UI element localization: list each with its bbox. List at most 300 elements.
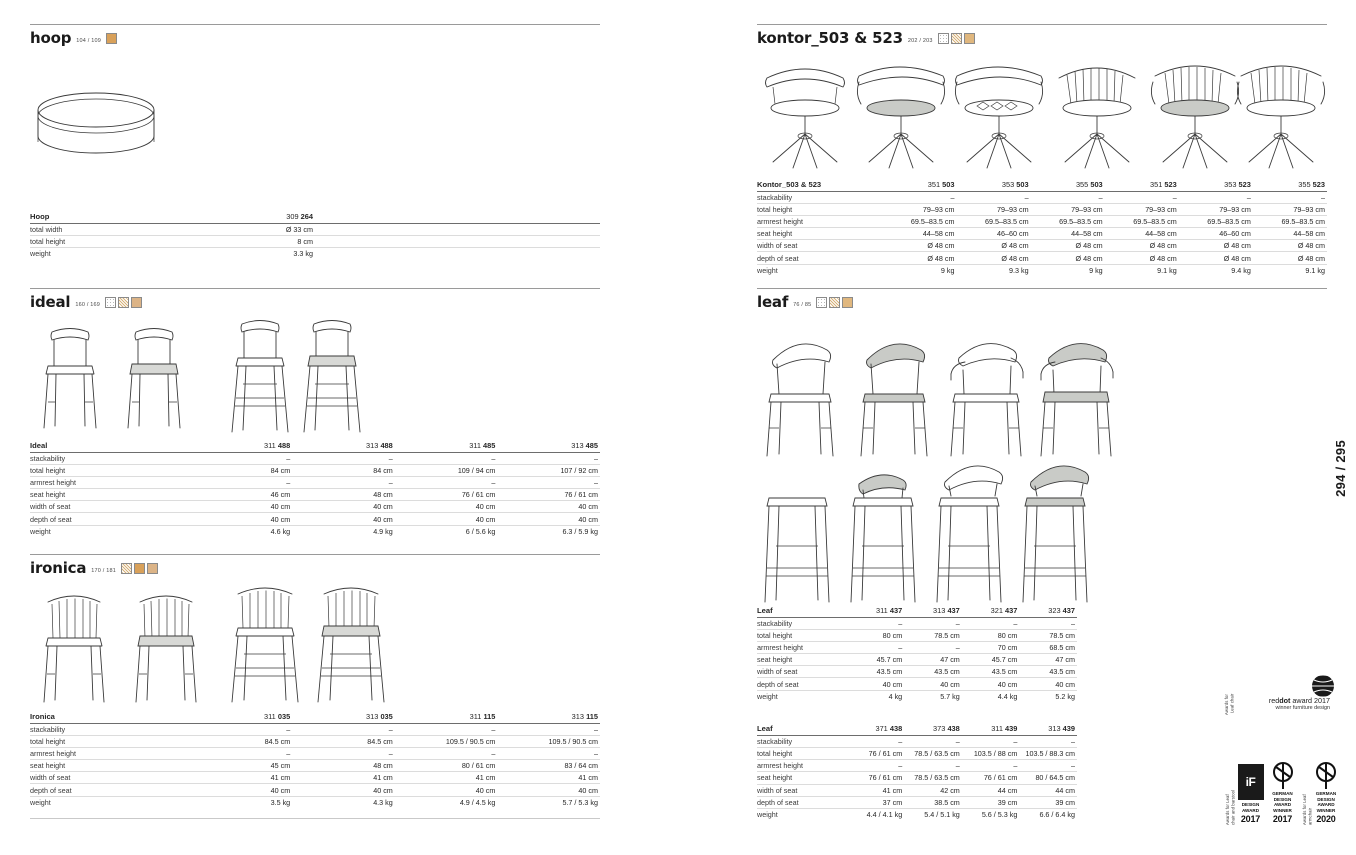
row-value: 38.5 cm [904, 796, 962, 808]
row-value: 78.5 cm [1019, 629, 1077, 641]
row-value: Ø 48 cm [882, 240, 956, 252]
row-value: – [1019, 735, 1077, 747]
ironica-chair-2-drawing [130, 586, 206, 708]
row-value: – [497, 747, 600, 759]
row-value: 40 cm [962, 678, 1020, 690]
row-value: 5.6 / 5.3 kg [981, 810, 1018, 820]
row-value: – [395, 452, 498, 464]
reddot-title-red: red [1268, 696, 1280, 705]
row-label: seat height [30, 489, 190, 501]
row-value: 83 / 64 cm [497, 760, 600, 772]
row-label: weight [757, 810, 778, 820]
reddot-title [1269, 696, 1330, 705]
row-value: 40 cm [1019, 678, 1077, 690]
swatch-hatch-icon [951, 33, 962, 44]
row-value: – [292, 723, 395, 735]
row-label: armrest height [30, 747, 190, 759]
row-value: 4 kg [888, 691, 903, 701]
row-value: – [497, 723, 600, 735]
table-row [30, 501, 600, 513]
row-value: – [1105, 191, 1179, 203]
row-label: weight [30, 526, 51, 536]
row-value: 78.5 / 63.5 cm [904, 772, 962, 784]
product-block-kontor [757, 24, 1327, 276]
row-value: 69.5–83.5 cm [956, 215, 1030, 227]
row-value: 41 cm [190, 772, 293, 784]
if-line2: AWARD [1241, 808, 1260, 814]
col-label: Ideal [30, 439, 190, 452]
ironica-barstool-2-drawing [314, 580, 392, 706]
row-value: 4.6 kg [270, 526, 291, 536]
row-value: – [847, 760, 905, 772]
row-value: 4.4 / 4.1 kg [866, 810, 903, 820]
row-value: 76 / 61 cm [847, 748, 905, 760]
col-model: 313 488 [292, 439, 395, 452]
row-label: total width [30, 223, 201, 235]
row-value: – [847, 617, 905, 629]
row-value: – [882, 191, 956, 203]
row-value: 40 cm [395, 784, 498, 796]
product-pages: 202 / 203 [907, 38, 933, 44]
row-value: 39 cm [1019, 796, 1077, 808]
swatch-solid-icon [842, 297, 853, 308]
table-row [757, 784, 1077, 796]
row-value: Ø 48 cm [1031, 240, 1105, 252]
row-value: 40 cm [190, 784, 293, 796]
row-value: 48 cm [292, 489, 395, 501]
gda2020-line1: GERMAN [1315, 790, 1337, 796]
spec-table-ironica [30, 710, 600, 808]
row-value: – [1179, 191, 1253, 203]
swatch-group [938, 33, 975, 44]
spec-table-hoop [30, 210, 600, 260]
row-value: – [190, 452, 293, 464]
row-value: 39 cm [962, 796, 1020, 808]
row-label: depth of seat [757, 252, 882, 264]
row-value: Ø 48 cm [1105, 252, 1179, 264]
row-value: 45 cm [190, 760, 293, 772]
row-value: 3.3 kg [293, 249, 313, 259]
table-header-row [30, 439, 600, 452]
reddot-title-dot: dot [1279, 696, 1291, 705]
row-label: depth of seat [30, 784, 190, 796]
gda2017-line4: WINNER [1273, 808, 1292, 814]
spec-table-ideal [30, 439, 600, 537]
table-header-row [757, 722, 1077, 735]
row-value: 37 cm [847, 796, 905, 808]
table-row [757, 796, 1077, 808]
col-model: 351 503 [882, 178, 956, 191]
row-value: 42 cm [904, 784, 962, 796]
row-value: 47 cm [904, 654, 962, 666]
row-value: 9.4 kg [1231, 265, 1251, 275]
row-value: – [962, 735, 1020, 747]
col-model: 373 438 [904, 722, 962, 735]
swatch-dot-icon [816, 297, 827, 308]
col-model: 351 523 [1105, 178, 1179, 191]
if-year: 2017 [1240, 813, 1261, 824]
row-value: – [292, 452, 395, 464]
table-row [757, 203, 1327, 215]
row-value: 79–93 cm [1253, 203, 1327, 215]
row-value: 68.5 cm [1019, 641, 1077, 653]
row-value: 40 cm [497, 501, 600, 513]
row-value: 4.4 kg [997, 691, 1018, 701]
row-value: 70 cm [962, 641, 1020, 653]
table-row [757, 264, 1327, 276]
row-value: 69.5–83.5 cm [882, 215, 956, 227]
product-header-hoop [30, 25, 600, 50]
row-label: armrest height [757, 760, 847, 772]
table-row [757, 654, 1077, 666]
left-column [30, 0, 600, 855]
row-label: seat height [757, 654, 847, 666]
row-value: 79–93 cm [882, 203, 956, 215]
row-value: Ø 48 cm [882, 252, 956, 264]
col-label: Leaf [757, 604, 847, 617]
row-value: 79–93 cm [1105, 203, 1179, 215]
row-value: Ø 48 cm [1105, 240, 1179, 252]
row-value: 107 / 92 cm [497, 464, 600, 476]
row-label: total height [30, 464, 190, 476]
row-value: 5.7 / 5.3 kg [562, 797, 598, 807]
gda2017-line1: GERMAN [1272, 790, 1293, 796]
product-title: hoop [30, 29, 72, 47]
row-value: 45.7 cm [847, 654, 905, 666]
row-value: – [904, 735, 962, 747]
product-header-kontor [757, 25, 1327, 50]
table-row [30, 772, 600, 784]
table-row [757, 215, 1327, 227]
row-value: 40 cm [497, 784, 600, 796]
row-value: 76 / 61 cm [962, 772, 1020, 784]
row-value: 5.4 / 5.1 kg [924, 810, 960, 820]
row-label: total height [757, 203, 882, 215]
reddot-caption: Awards for Leaf chair [1223, 694, 1234, 715]
table-row [30, 760, 600, 772]
row-value: Ø 48 cm [1031, 252, 1105, 264]
row-value: – [190, 747, 293, 759]
ironica-chair-1-drawing [38, 586, 114, 708]
row-value: 46 cm [190, 489, 293, 501]
row-value: – [1253, 191, 1327, 203]
row-value: – [1019, 617, 1077, 629]
swatch-hatch-icon [829, 297, 840, 308]
row-value: 4.3 kg [373, 797, 393, 807]
row-value: – [395, 476, 498, 488]
row-value: 44–58 cm [882, 228, 956, 240]
hoop-drawing [34, 70, 174, 190]
row-label: armrest height [757, 641, 847, 653]
row-value: 40 cm [190, 501, 293, 513]
product-block-ideal [30, 288, 600, 537]
table-row [30, 513, 600, 525]
table-row [30, 247, 600, 259]
col-model: 311 488 [190, 439, 293, 452]
swatch-group [106, 33, 117, 44]
gda2017-line2: DESIGN [1273, 796, 1292, 802]
german-design-award-2020-badge [1302, 760, 1339, 825]
row-value: 3.5 kg [270, 797, 291, 807]
row-value: – [395, 723, 498, 735]
table-row [30, 735, 600, 747]
row-value: 5.7 kg [940, 691, 960, 701]
gda2020-caption: Awards for Leaf armchair [1301, 794, 1312, 825]
row-value: 6.3 / 5.9 kg [562, 526, 598, 536]
table-row [757, 808, 1077, 820]
row-value: – [292, 476, 395, 488]
row-value: 45.7 cm [962, 654, 1020, 666]
row-value: – [956, 191, 1030, 203]
col-model: 313 437 [904, 604, 962, 617]
row-value: 44 cm [1019, 784, 1077, 796]
col-model: 311 437 [847, 604, 905, 617]
swatch-dot-icon [105, 297, 116, 308]
col-model: 311 439 [962, 722, 1020, 735]
swatch-solid-icon [964, 33, 975, 44]
row-value: 40 cm [497, 513, 600, 525]
row-value: 69.5–83.5 cm [1179, 215, 1253, 227]
product-drawings-hoop [30, 50, 600, 210]
row-label: total height [30, 235, 201, 247]
col-model: 311 035 [190, 710, 293, 723]
row-label: seat height [757, 228, 882, 240]
row-value: 40 cm [395, 513, 498, 525]
row-value: – [395, 747, 498, 759]
gda2017-year: 2017 [1272, 813, 1293, 824]
row-value: 76 / 61 cm [497, 489, 600, 501]
table-row [757, 772, 1077, 784]
row-label: weight [757, 265, 778, 275]
row-value: – [190, 476, 293, 488]
product-drawings-ironica [30, 580, 600, 710]
product-pages: 104 / 109 [76, 38, 101, 44]
row-value: 69.5–83.5 cm [1031, 215, 1105, 227]
col-label: Leaf [757, 722, 847, 735]
ideal-chair-1-drawing [36, 318, 106, 436]
table-row [30, 784, 600, 796]
gda2020-line2: DESIGN [1317, 796, 1335, 802]
row-value: 44–58 cm [1253, 228, 1327, 240]
row-label: seat height [30, 760, 190, 772]
row-value: Ø 48 cm [1253, 240, 1327, 252]
gda2020-line4: WINNER [1316, 808, 1336, 814]
col-model: 313 485 [497, 439, 600, 452]
table-header-row [30, 210, 600, 223]
row-value: 109.5 / 90.5 cm [497, 735, 600, 747]
row-value: 6 / 5.6 kg [465, 526, 496, 536]
col-label: Kontor_503 & 523 [757, 178, 882, 191]
row-value: 5.2 kg [1055, 691, 1075, 701]
row-value: 44–58 cm [1105, 228, 1179, 240]
swatch-tan-icon [131, 297, 142, 308]
if-mark-icon [1238, 764, 1264, 800]
spec-table-leaf-2 [757, 722, 1077, 820]
table-row [30, 476, 600, 488]
product-pages: 160 / 169 [75, 302, 101, 308]
row-value: – [904, 641, 962, 653]
row-value: 40 cm [395, 501, 498, 513]
row-value: 84.5 cm [190, 735, 293, 747]
row-value: Ø 48 cm [1179, 252, 1253, 264]
if-line1: DESIGN [1241, 802, 1260, 808]
col-model: 323 437 [1019, 604, 1077, 617]
bottom-divider [30, 818, 600, 819]
if-mark-text: iF [1245, 775, 1256, 790]
table-row [757, 735, 1077, 747]
col-model: 321 437 [962, 604, 1020, 617]
gda2020-line3: AWARD [1317, 802, 1335, 808]
row-label: width of seat [757, 666, 847, 678]
row-value: 41 cm [847, 784, 905, 796]
swatch-solid-icon [134, 563, 145, 574]
row-value: 76 / 61 cm [395, 489, 498, 501]
col-label: Ironica [30, 710, 190, 723]
spec-table-leaf-1 [757, 604, 1077, 702]
row-label: total height [757, 629, 847, 641]
row-value: 43.5 cm [1019, 666, 1077, 678]
row-value: 40 cm [190, 513, 293, 525]
row-value: – [1019, 760, 1077, 772]
row-value: Ø 48 cm [956, 240, 1030, 252]
row-value: 44–58 cm [1031, 228, 1105, 240]
row-value: 41 cm [395, 772, 498, 784]
row-value: 8 cm [201, 235, 315, 247]
row-value: – [962, 617, 1020, 629]
row-value: 9 kg [1089, 265, 1103, 275]
table-row [30, 747, 600, 759]
col-model: 371 438 [847, 722, 905, 735]
row-value: 40 cm [904, 678, 962, 690]
row-value: 109.5 / 90.5 cm [395, 735, 498, 747]
reddot-title-rest: award 2017 [1290, 696, 1330, 705]
col-model: 353 503 [956, 178, 1030, 191]
row-value: – [497, 452, 600, 464]
product-header-ironica [30, 555, 600, 580]
table-row [30, 223, 600, 235]
table-row [757, 240, 1327, 252]
col-model: 311 115 [395, 710, 498, 723]
row-label: weight [757, 691, 778, 701]
table-row [757, 678, 1077, 690]
row-value: 80 / 64.5 cm [1019, 772, 1077, 784]
row-label: stackability [30, 452, 190, 464]
product-title: kontor_503 & 523 [757, 29, 903, 47]
row-label: seat height [757, 772, 847, 784]
row-value: 78.5 cm [904, 629, 962, 641]
row-label: total height [757, 748, 847, 760]
row-value: – [962, 760, 1020, 772]
row-label: armrest height [757, 215, 882, 227]
gda2020-year: 2020 [1316, 813, 1336, 824]
table-row [30, 489, 600, 501]
table-row [757, 252, 1327, 264]
swatch-group [121, 563, 158, 574]
swatch-solid-icon [106, 33, 117, 44]
col-empty [315, 210, 600, 223]
product-title: leaf [757, 293, 789, 311]
product-drawings-kontor [757, 50, 1327, 178]
col-model: 353 523 [1179, 178, 1253, 191]
row-value: 46–60 cm [1179, 228, 1253, 240]
col-model: 313 115 [497, 710, 600, 723]
row-label: width of seat [30, 501, 190, 513]
row-value: 103.5 / 88.3 cm [1019, 748, 1077, 760]
row-label: armrest height [30, 476, 190, 488]
row-value: 47 cm [1019, 654, 1077, 666]
row-value: 43.5 cm [847, 666, 905, 678]
german-design-award-2017-badge [1271, 760, 1295, 825]
col-model: 311 485 [395, 439, 498, 452]
product-block-ironica [30, 554, 600, 819]
col-model: 355 503 [1031, 178, 1105, 191]
row-value: 69.5–83.5 cm [1105, 215, 1179, 227]
col-model: 309 264 [201, 210, 315, 223]
row-label: width of seat [30, 772, 190, 784]
reddot-subtitle: winner furniture design [1275, 705, 1330, 711]
col-model: 355 523 [1253, 178, 1327, 191]
row-value: 41 cm [292, 772, 395, 784]
row-value: 46–60 cm [956, 228, 1030, 240]
ideal-barstool-2-drawing [298, 314, 370, 436]
row-value: 76 / 61 cm [847, 772, 905, 784]
ideal-barstool-1-drawing [226, 314, 298, 436]
table-row [30, 452, 600, 464]
table-row [757, 666, 1077, 678]
col-model: 313 439 [1019, 722, 1077, 735]
row-value: 78.5 / 63.5 cm [904, 748, 962, 760]
german-design-award-icon [1314, 760, 1338, 790]
row-value: 48 cm [292, 760, 395, 772]
row-label: stackability [757, 735, 847, 747]
leaf-drawings [757, 316, 1117, 606]
row-value: 4.9 kg [373, 526, 393, 536]
product-drawings-leaf [757, 314, 1327, 604]
row-value: Ø 48 cm [956, 252, 1030, 264]
if-award-badge [1225, 764, 1264, 825]
ironica-barstool-1-drawing [228, 580, 306, 706]
table-row [30, 796, 600, 808]
row-label: width of seat [757, 784, 847, 796]
page-number: 294 / 295 [1333, 440, 1348, 497]
row-value: 40 cm [292, 501, 395, 513]
row-label: stackability [757, 191, 882, 203]
row-value: – [847, 641, 905, 653]
row-label: depth of seat [757, 678, 847, 690]
row-value: 40 cm [292, 784, 395, 796]
ideal-chair-2-drawing [120, 318, 190, 436]
product-pages: 76 / 85 [793, 302, 812, 308]
product-header-leaf [757, 289, 1327, 314]
row-value: Ø 33 cm [201, 223, 315, 235]
row-value: – [497, 476, 600, 488]
award-badge-row [1225, 760, 1338, 825]
row-value: 69.5–83.5 cm [1253, 215, 1327, 227]
table-row [757, 191, 1327, 203]
row-value: 80 cm [962, 629, 1020, 641]
swatch-hatch-icon [121, 563, 132, 574]
row-label: stackability [757, 617, 847, 629]
row-value: Ø 48 cm [1253, 252, 1327, 264]
row-value: 43.5 cm [962, 666, 1020, 678]
row-value: 84.5 cm [292, 735, 395, 747]
row-label: stackability [30, 723, 190, 735]
col-model: 313 035 [292, 710, 395, 723]
table-row [30, 235, 600, 247]
row-value: 9.3 kg [1008, 265, 1029, 275]
table-row [757, 617, 1077, 629]
swatch-tan-icon [147, 563, 158, 574]
